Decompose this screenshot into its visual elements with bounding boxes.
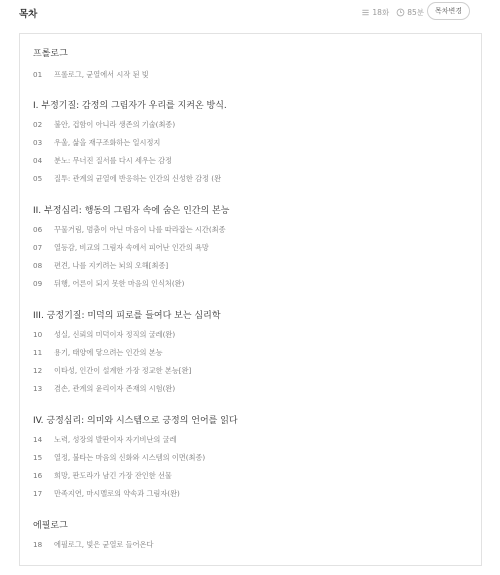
item-number: 18 (33, 540, 43, 549)
item-title: 뒤행, 어른이 되지 못한 마음의 인식처(완) (54, 279, 185, 288)
toc-meta (361, 7, 424, 18)
item-title: 노력, 성장의 발판이자 자기비난의 굴레 (54, 435, 177, 444)
toc-panel (19, 33, 482, 566)
item-title: 이타성, 인간이 설계한 가장 정교한 본능[완] (54, 366, 192, 375)
item-title: 우울, 삶을 재구조화하는 일시정지 (54, 138, 161, 147)
section-title-prologue[interactable]: 프롤로그 (33, 49, 68, 59)
item-number: 13 (33, 384, 43, 393)
item-number: 05 (33, 174, 43, 183)
item-number: 15 (33, 453, 43, 462)
toc-item-08[interactable] (33, 261, 168, 271)
section-title-2[interactable]: II. 부정심리: 행동의 그림자 속에 숨은 인간의 본능 (33, 206, 230, 216)
toc-item-03[interactable] (33, 138, 160, 148)
item-title: 프롤로그, 균열에서 시작 된 빛 (54, 70, 149, 79)
item-title: 편견, 나를 지키려는 뇌의 오해[최종] (54, 261, 169, 270)
item-number: 12 (33, 366, 43, 375)
toc-item-12[interactable] (33, 366, 191, 376)
item-title: 열등감, 비교의 그림자 속에서 피어난 인간의 욕망 (54, 243, 209, 252)
toc-item-10[interactable] (33, 330, 175, 340)
item-number: 03 (33, 138, 43, 147)
toc-item-04[interactable] (33, 156, 172, 166)
section-title-3[interactable]: III. 긍정기질: 미덕의 피로를 들여다 보는 심리학 (33, 311, 221, 321)
toc-item-09[interactable] (33, 279, 184, 289)
clock-icon (396, 8, 405, 17)
item-title: 희망, 판도라가 남긴 가장 잔인한 선물 (54, 471, 172, 480)
item-number: 10 (33, 330, 43, 339)
section-title-1[interactable]: I. 부정기질: 감정의 그림자가 우리를 지켜온 방식. (33, 101, 227, 111)
toc-item-14[interactable] (33, 435, 177, 445)
item-number: 11 (33, 348, 43, 357)
toc-item-01[interactable] (33, 70, 149, 80)
item-title: 에필로그, 빛은 균열로 들어온다 (54, 540, 154, 549)
section-title-epilogue[interactable]: 에필로그 (33, 521, 68, 531)
toc-header (0, 0, 500, 26)
item-title: 꾸물거림, 멈춤이 아닌 마음이 나를 따라잡는 시간(최종 (54, 225, 226, 234)
list-icon (361, 8, 370, 17)
item-number: 08 (33, 261, 43, 270)
item-title: 만족지연, 마시멜로의 약속과 그림자(완) (54, 489, 180, 498)
item-number: 02 (33, 120, 43, 129)
item-title: 질투: 관계의 균열에 반응하는 인간의 신성한 감정 (완 (54, 174, 222, 183)
item-number: 14 (33, 435, 43, 444)
item-number: 06 (33, 225, 43, 234)
item-title: 겸손, 관계의 윤리이자 존재의 시험(완) (54, 384, 176, 393)
toc-item-18[interactable] (33, 540, 153, 550)
reading-time (396, 7, 424, 18)
reading-time-text: 85분 (407, 8, 424, 17)
toc-item-07[interactable] (33, 243, 209, 253)
toc-item-17[interactable] (33, 489, 180, 499)
item-title: 용기, 태양에 닿으려는 인간의 본능 (54, 348, 163, 357)
item-number: 17 (33, 489, 43, 498)
item-title: 분노: 무너진 질서를 다시 세우는 감정 (54, 156, 172, 165)
toc-item-02[interactable] (33, 120, 175, 130)
item-title: 성실, 신뢰의 미덕이자 정직의 굴레(완) (54, 330, 176, 339)
item-number: 09 (33, 279, 43, 288)
page-title: 목차 (19, 9, 38, 20)
episode-count (361, 7, 389, 18)
toc-item-11[interactable] (33, 348, 163, 358)
item-number: 04 (33, 156, 43, 165)
item-title: 열정, 불타는 마음의 신화와 시스템의 이면(최종) (54, 453, 206, 462)
toc-item-15[interactable] (33, 453, 205, 463)
item-number: 07 (33, 243, 43, 252)
item-number: 01 (33, 70, 43, 79)
episode-count-text: 18화 (372, 8, 390, 17)
toc-item-13[interactable] (33, 384, 175, 394)
section-title-4[interactable]: IV. 긍정심리: 의미와 시스템으로 긍정의 언어를 읽다 (33, 416, 238, 426)
toc-item-06[interactable] (33, 225, 226, 235)
item-title: 불안, 겁함이 아니라 생존의 기술(최종) (54, 120, 176, 129)
toc-item-05[interactable] (33, 174, 221, 184)
change-toc-button[interactable]: 목차변경 (427, 2, 470, 20)
toc-item-16[interactable] (33, 471, 172, 481)
item-number: 16 (33, 471, 43, 480)
